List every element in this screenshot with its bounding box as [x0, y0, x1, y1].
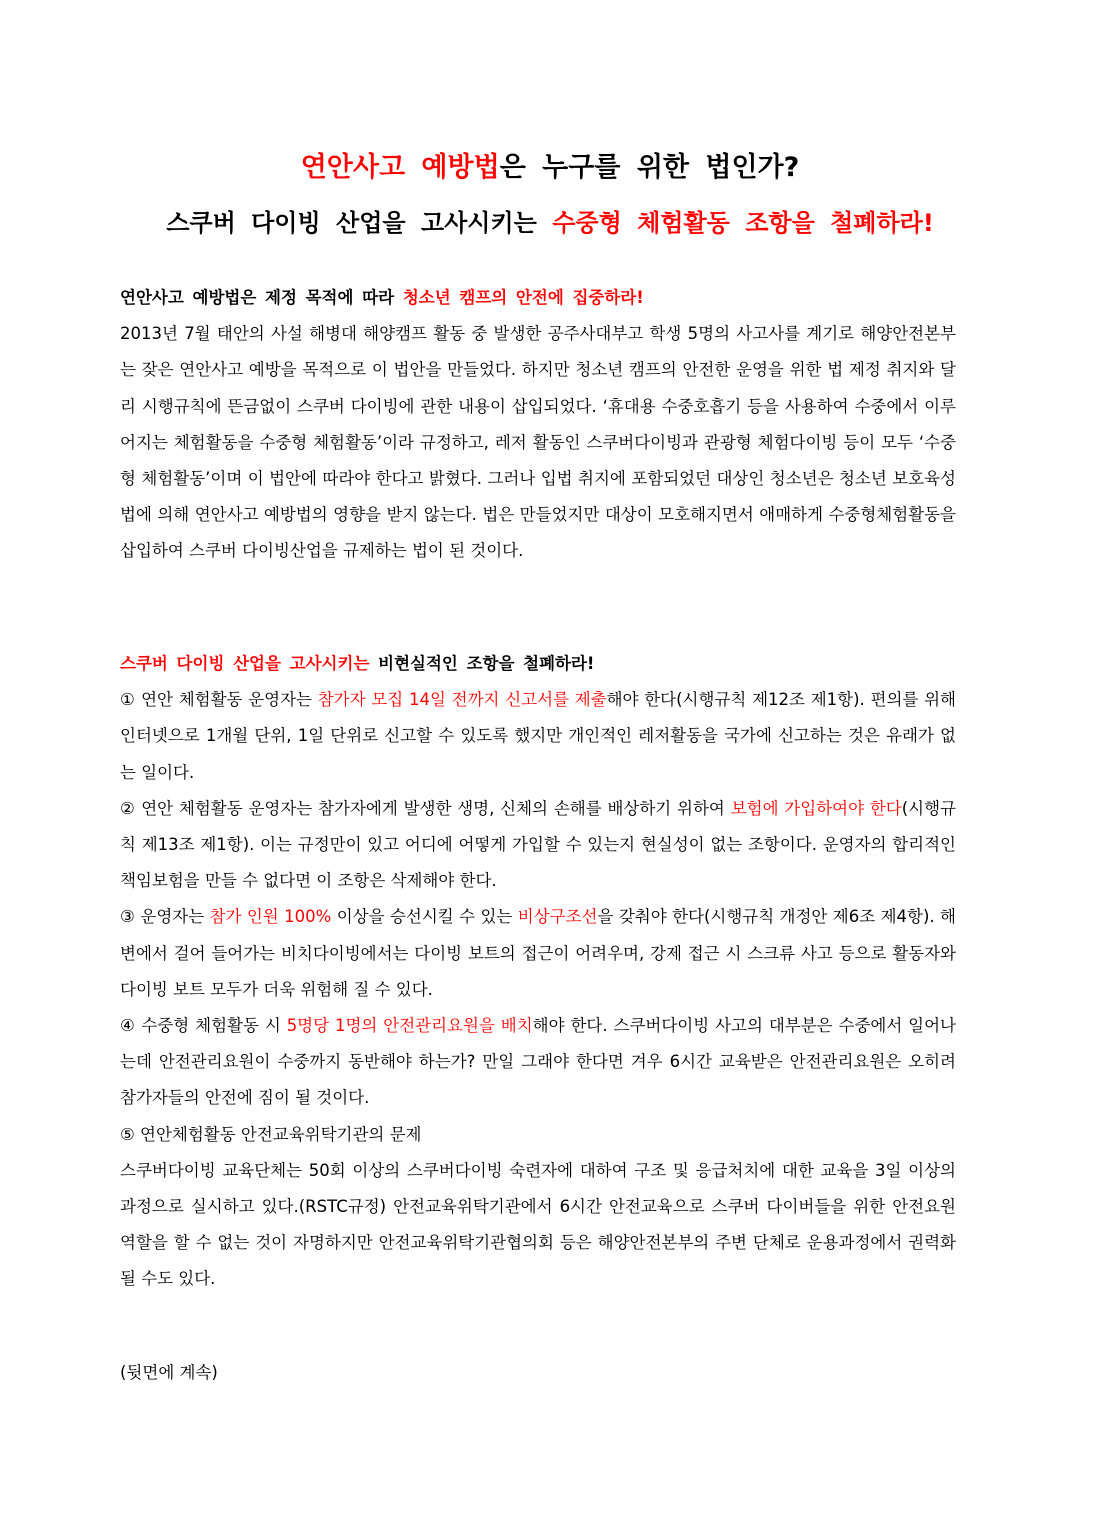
clause-text: (시행규칙 제13조 제1항). 이는 규정만이 있고 어디에 어떻게 가입할 수 있는지 현실성이 없는 조항이다. 운영자의 합리적인 책임보험을 만들 수 없다면 이 조항은 삭제해야 한다.: [120, 798, 956, 891]
title-highlight: 연안사고 예방법: [300, 152, 500, 183]
clause-item-4: [120, 1008, 956, 1117]
title-text: 은 누구를 위한 법인가?: [499, 152, 800, 183]
section-unrealistic-clauses: [120, 646, 956, 1298]
clause-text: 을 갖춰야 한다(시행규칙 개정안 제6조 제4항). 해변에서 걸어 들어가는 비치다이빙에서는 다이빙 보트의 접근이 어려우며, 강제 접근 시 스크류 사고 등으로 활동자와 다이빙 보트 모두가 더욱 위험해 질 수 있다.: [120, 907, 956, 999]
clause-text: ④ 수중형 체험활동 시: [120, 1016, 287, 1036]
section-paragraph: 2013년 7월 태안의 사설 해병대 해양캠프 활동 중 발생한 공주사대부고 학생 5명의 사고사를 계기로 해양안전본부는 잦은 연안사고 예방을 목적으로 이 법안을 만들었다. 하지만 청소년 캠프의 안전한 운영을 위한 법 제정 취지와 달리 시행규칙에 뜬금없이 스쿠버 다이빙에 관한 내용이 삽입되었다. ‘휴대용 수중호흡기 등을 사용하여 수중에서 이루어지는 체험활동을 수중형 체험활동’이라 규정하고, 레저 활동인 스쿠버다이빙과 관광형 체험다이빙 등이 모두 ‘수중형 체험활동’이며 이 법안에 따라야 한다고 밝혔다. 그러나 입법 취지에 포함되었던 대상인 청소년은 청소년 보호육성법에 의해 연안사고 예방법의 영향을 받지 않는다. 법은 만들었지만 대상이 모호해지면서 애매하게 수중형체험활동을 삽입하여 스쿠버 다이빙산업을 규제하는 법이 된 것이다.: [120, 324, 956, 561]
clause-text: 해야 한다. 스쿠버다이빙 사고의 대부분은 수중에서 일어나는데 안전관리요원이 수중까지 동반해야 하는가? 만일 그래야 한다면 겨우 6시간 교육받은 안전관리요원은 오히려 참가자들의 안전에 짐이 될 것이다.: [120, 1016, 956, 1108]
section-heading-highlight: 청소년 캠프의 안전에 집중하라!: [402, 288, 644, 307]
clause-highlight: 5명당 1명의 안전관리요원을 배치: [286, 1016, 533, 1036]
clause-item-2: [120, 791, 956, 900]
clause-highlight: 비상구조선: [517, 907, 598, 927]
clause-text: ① 연안 체험활동 운영자는: [120, 690, 318, 710]
section-heading: [120, 280, 956, 316]
clause-highlight: 참가 인원 100%: [209, 907, 332, 927]
clause-text: ⑤ 연안체험활동 안전교육위탁기관의 문제: [120, 1124, 422, 1144]
clause-item-3: [120, 899, 956, 1008]
clause-highlight: 참가자 모집 14일 전까지 신고서를 제출: [317, 690, 607, 710]
clause-highlight: 보험에 가입하여야 한다: [730, 798, 902, 818]
section-heading-highlight: 스쿠버 다이빙 산업을 고사시키는: [120, 654, 370, 673]
continued-note: [120, 1355, 956, 1391]
section-heading-text: 연안사고 예방법은 제정 목적에 따라: [120, 288, 403, 307]
section-camp-safety: [120, 280, 956, 570]
section-heading-text: 비현실적인 조항을 철폐하라!: [369, 654, 595, 673]
clause-5-paragraph: 스쿠버다이빙 교육단체는 50회 이상의 스쿠버다이빙 숙련자에 대하여 구조 및 응급처치에 대한 교육을 3일 이상의 과정으로 실시하고 있다.(RSTC규정) 안전교육위탁기관에서 6시간 안전교육으로 스쿠버 다이버들을 위한 안전요원 역할을 할 수 없는 것이 자명하지만 안전교육위탁기관협의회 등은 해양안전본부의 주변 단체로 운용과정에서 권력화 될 수도 있다.: [120, 1160, 956, 1289]
continued-text: (뒷면에 계속): [120, 1363, 218, 1382]
clause-text: ② 연안 체험활동 운영자는 참가자에게 발생한 생명, 신체의 손해를 배상하기 위하여: [120, 798, 731, 818]
clause-text: 이상을 승선시킬 수 있는: [331, 907, 518, 927]
page-title: [0, 145, 1100, 184]
clause-text: 해야 한다(시행규칙 제12조 제1항). 편의를 위해 인터넷으로 1개월 단위, 1일 단위로 신고할 수 있도록 했지만 개인적인 레저활동을 국가에 신고하는 것은 유래가 없는 일이다.: [120, 690, 956, 782]
section-heading: [120, 646, 956, 682]
subtitle-text: 스쿠버 다이빙 산업을 고사시키는: [166, 209, 553, 237]
subtitle-highlight: 수중형 체험활동 조항을 철폐하라!: [552, 209, 934, 237]
clause-item-1: [120, 682, 956, 791]
clause-text: ③ 운영자는: [120, 907, 210, 927]
clause-item-5: [120, 1117, 956, 1153]
page-subtitle: [0, 203, 1100, 238]
